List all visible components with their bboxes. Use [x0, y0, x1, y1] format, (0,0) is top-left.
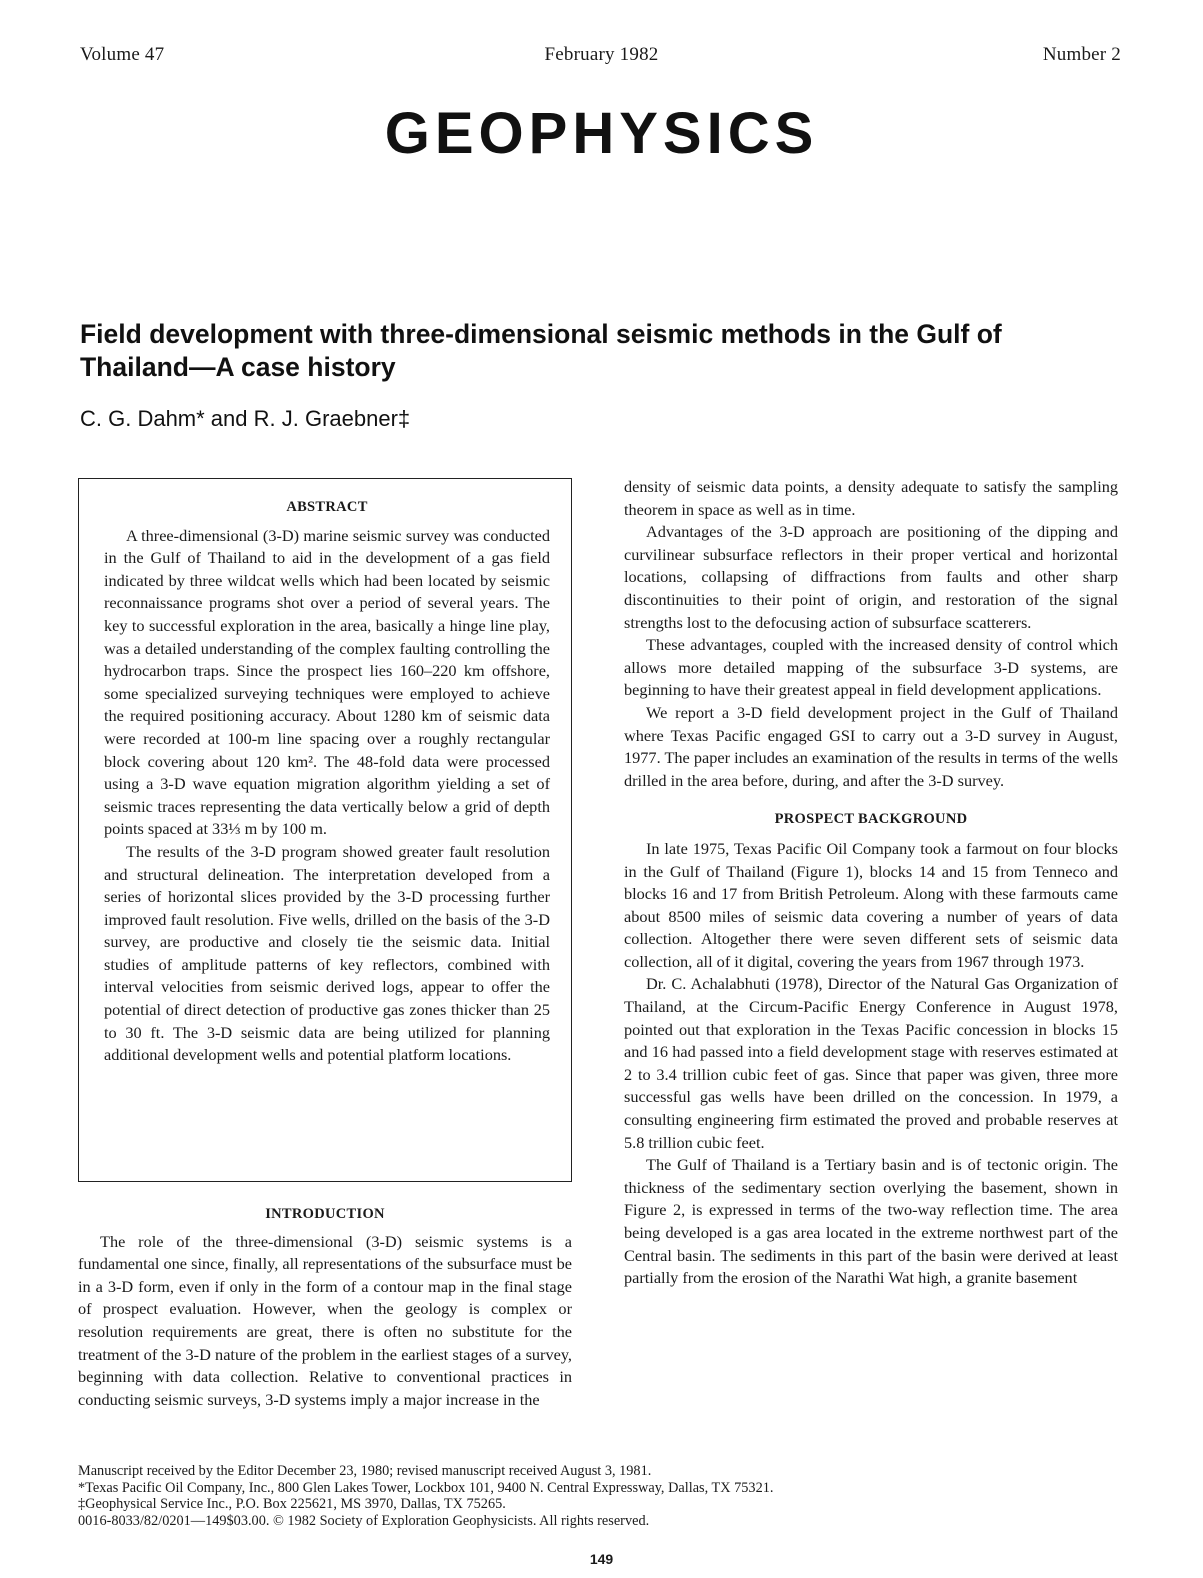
footnotes	[78, 1463, 1078, 1529]
issue-number: Number 2	[1042, 44, 1121, 65]
body-paragraph: density of seismic data points, a density adequate to satisfy the sampling theorem in space as well as in time.	[624, 477, 1118, 519]
issue-date: February 1982	[544, 44, 659, 65]
footnote-affiliation: ‡Geophysical Service Inc., P.O. Box 225621, MS 3970, Dallas, TX 75265.	[78, 1496, 506, 1512]
introduction-heading: INTRODUCTION	[265, 1206, 385, 1222]
prospect-paragraph: Dr. C. Achalabhuti (1978), Director of the Natural Gas Organization of Thailand, at the Circum-Pacific Energy Conference in August 1978, pointed out that exploration in the Texas Pacific concession in blocks 15 and 16 had passed into a field development stage with reserves estimated at 2 to 3.4 trillion cubic feet of gas. Since that paper was given, three more successful gas wells have been drilled on the concession. In 1979, a consulting engineering firm estimated the proved and probable reserves at 5.8 trillion cubic feet.	[624, 974, 1118, 1152]
article-title: Field development with three-dimensional seismic methods in the Gulf of Thailand—A case history	[80, 319, 1002, 382]
article-authors: C. G. Dahm* and R. J. Graebner‡	[80, 406, 411, 431]
introduction-paragraph: The role of the three-dimensional (3-D) seismic systems is a fundamental one since, finally, all representations of the subsurface must be in a 3-D form, even if only in the form of a contour map in the final stage of prospect evaluation. However, when the geology is complex or resolution requirements are great, there is often no substitute for the treatment of the 3-D nature of the problem in the earliest stages of a survey, beginning with data collection. Relative to conventional practices in conducting seismic surveys, 3-D systems imply a major increase in the	[78, 1231, 572, 1409]
volume-label: Volume 47	[80, 44, 165, 65]
abstract-section	[104, 496, 550, 1067]
prospect-paragraph: The Gulf of Thailand is a Tertiary basin and is of tectonic origin. The thickness of the sedimentary section overlying the basement, shown in Figure 2, is expressed in terms of the two-way reflection time. The area being developed is a gas area located in the extreme northwest part of the Central basin. The sediments in this part of the basin were derived at least partially from the erosion of the Narathi Wat high, a granite basement	[624, 1155, 1118, 1288]
journal-title: GEOPHYSICS	[384, 101, 819, 166]
page-number: 149	[589, 1551, 614, 1567]
footnote-copyright: 0016-8033/82/0201—149$03.00. © 1982 Society of Exploration Geophysicists. All rights reserved.	[78, 1512, 650, 1529]
abstract-paragraph: The results of the 3-D program showed greater fault resolution and structural delineation. The interpretation developed from a series of horizontal slices provided by the 3-D processing further improved fault resolution. Five wells, drilled on the basis of the 3-D survey, are productive and closely tie the seismic data. Initial studies of amplitude patterns of key reflectors, combined with interval velocities from seismic derived logs, appear to offer the potential of direct detection of productive gas zones thicker than 25 to 30 ft. The 3-D seismic data are being utilized for planning additional development wells and potential platform locations.	[104, 841, 550, 1065]
body-paragraph: Advantages of the 3-D approach are positioning of the dipping and curvilinear subsurface reflectors in their proper vertical and horizontal locations, collapsing of diffractions from faults and other sharp discontinuities to their point of origin, and restoration of the signal strengths lost to the defocusing action of subsurface scatterers.	[624, 522, 1118, 632]
footnote-affiliation: *Texas Pacific Oil Company, Inc., 800 Glen Lakes Tower, Lockbox 101, 9400 N. Central Expressway, Dallas, TX 75321.	[78, 1479, 774, 1496]
abstract-heading: ABSTRACT	[286, 499, 368, 515]
prospect-paragraph: In late 1975, Texas Pacific Oil Company took a farmout on four blocks in the Gulf of Thailand (Figure 1), blocks 14 and 15 from Tenneco and blocks 16 and 17 from British Petroleum. Along with these farmouts came about 8500 miles of seismic data covering a number of years of data collection. Altogether there were seven different sets of seismic data collection, all of it digital, covering the years from 1967 through 1973.	[624, 838, 1118, 971]
body-paragraph: These advantages, coupled with the increased density of control which allows more detailed mapping of the subsurface 3-D systems, are beginning to have their greatest appeal in field development applications.	[624, 635, 1118, 700]
footnote-manuscript: Manuscript received by the Editor December 23, 1980; revised manuscript received August 3, 1981.	[78, 1463, 652, 1479]
prospect-background-heading: PROSPECT BACKGROUND	[774, 811, 968, 828]
right-column	[624, 476, 1118, 1290]
introduction-section	[78, 1203, 572, 1411]
body-paragraph: We report a 3-D field development project in the Gulf of Thailand where Texas Pacific engaged GSI to carry out a 3-D survey in August, 1977. The paper includes an examination of the results in terms of the wells drilled in the area before, during, and after the 3-D survey.	[624, 702, 1118, 790]
abstract-paragraph: A three-dimensional (3-D) marine seismic survey was conducted in the Gulf of Thailand to aid in the development of a gas field indicated by three wildcat wells which had been located by seismic reconnaissance programs shot over a period of several years. The key to successful exploration in the area, basically a hinge line play, was a detailed understanding of the complex faulting controlling the hydrocarbon traps. Since the prospect lies 160–220 km offshore, some specialized surveying techniques were employed to achieve the required positioning accuracy. About 1280 km of seismic data were recorded at 100-m line spacing over a roughly rectangular block covering about 120 km². The 48-fold data were processed using a 3-D wave equation migration algorithm yielding a set of seismic traces representing the data vertically below a grid of depth points spaced at 33⅓ m by 100 m.	[104, 525, 550, 839]
